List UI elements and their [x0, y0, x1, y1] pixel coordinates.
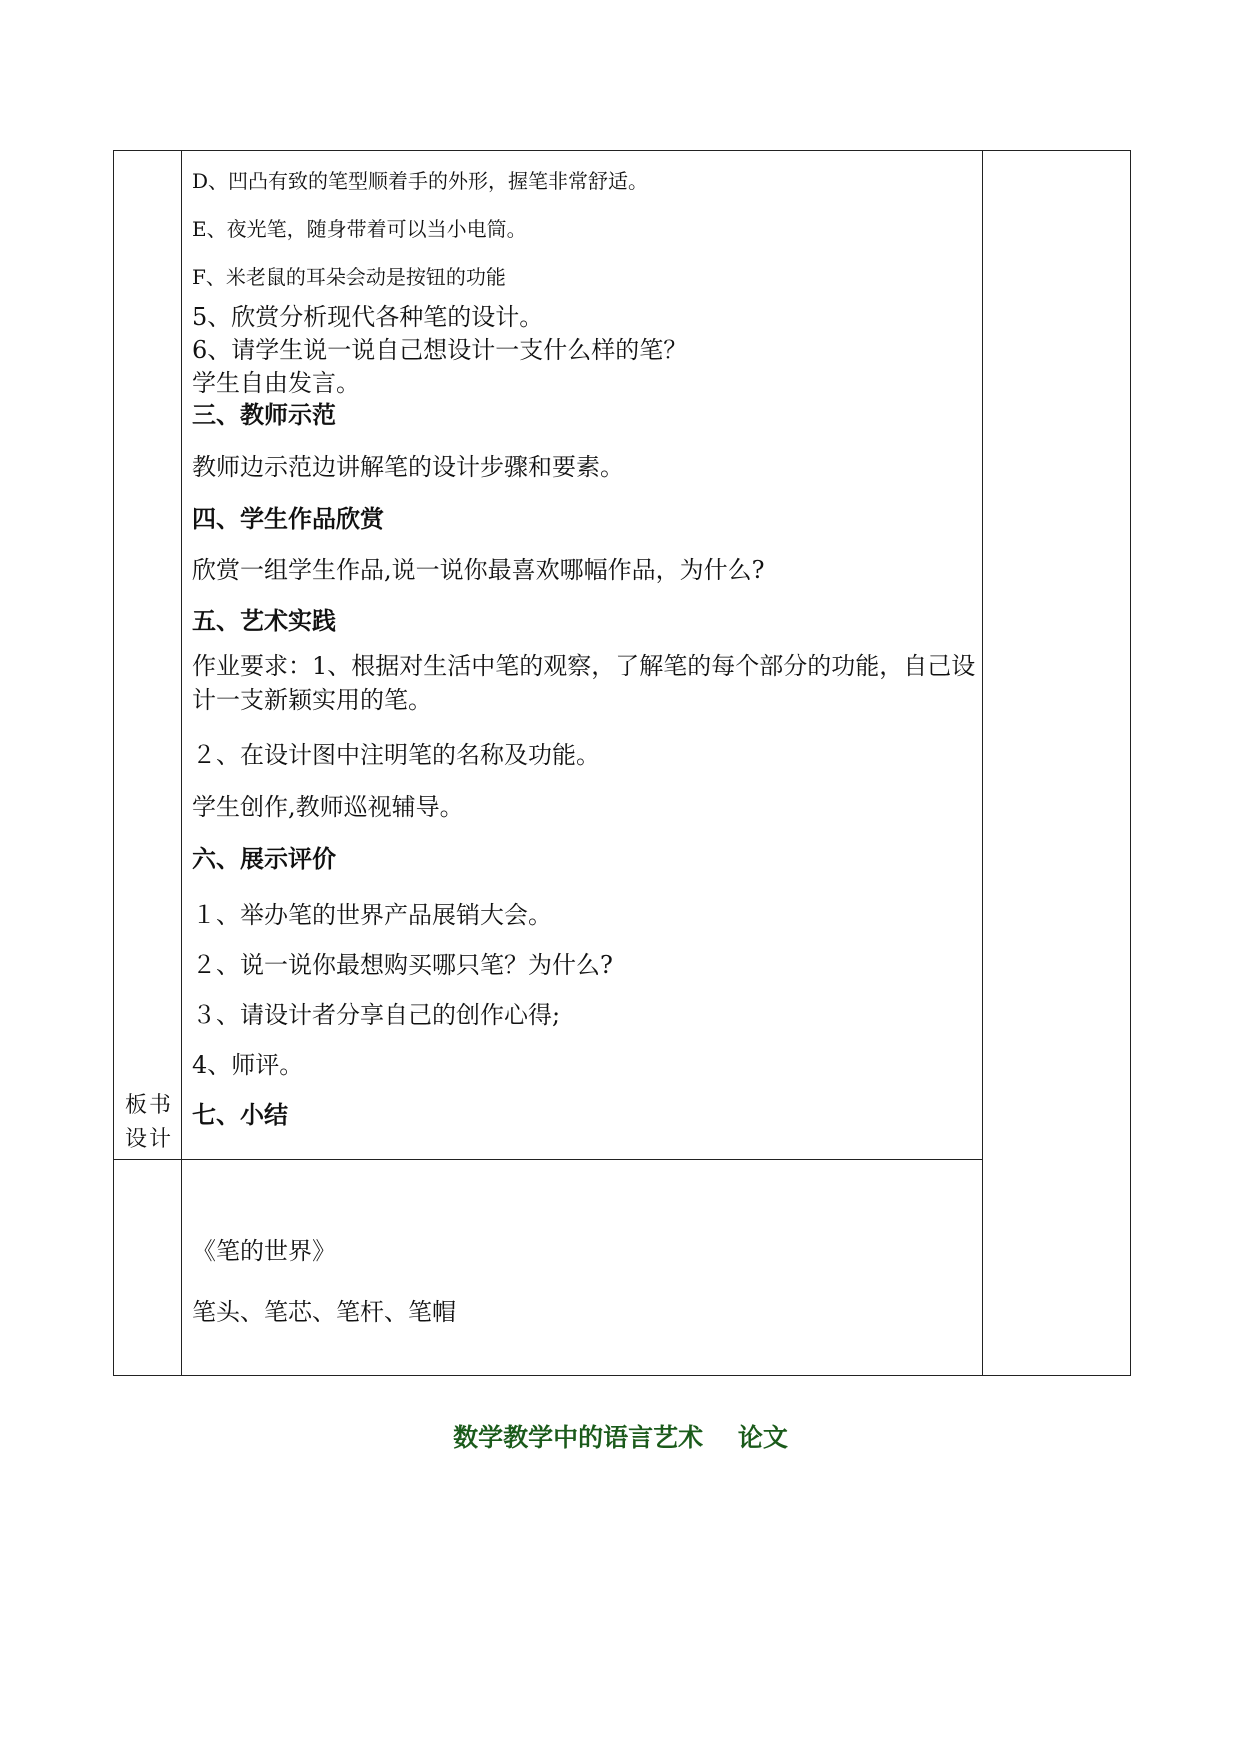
footer-title: 数学教学中的语言艺术 论文 — [453, 1423, 788, 1452]
column-divider-left — [181, 151, 182, 1375]
text-paragraph: 作业要求：1、根据对生活中笔的观察，了解笔的每个部分的功能，自己设计一支新颖实用的笔。 — [192, 652, 976, 714]
section-heading: 七、小结 — [192, 1100, 288, 1129]
text-line: F、米老鼠的耳朵会动是按钮的功能 — [192, 265, 506, 289]
row-divider — [114, 1159, 982, 1160]
list-item: 4、师评。 — [192, 1051, 304, 1079]
section-heading: 三、教师示范 — [192, 400, 336, 429]
board-title: 《笔的世界》 — [192, 1237, 336, 1265]
text-line: 学生自由发言。 — [192, 369, 360, 397]
text-line: 学生创作,教师巡视辅导。 — [192, 793, 464, 821]
board-text: 笔头、笔芯、笔杆、笔帽 — [192, 1298, 456, 1326]
text-line: 教师边示范边讲解笔的设计步骤和要素。 — [192, 453, 624, 481]
section-heading: 五、艺术实践 — [192, 606, 336, 635]
text-line: 6、请学生说一说自己想设计一支什么样的笔？ — [192, 336, 688, 364]
section-heading: 六、展示评价 — [192, 844, 336, 873]
list-item: １、举办笔的世界产品展销大会。 — [192, 901, 552, 929]
text-line: D、凹凸有致的笔型顺着手的外形，握笔非常舒适。 — [192, 169, 649, 193]
text-line: E、夜光笔，随身带着可以当小电筒。 — [192, 217, 527, 241]
section-heading: 四、学生作品欣赏 — [192, 504, 384, 533]
text-line: 5、欣赏分析现代各种笔的设计。 — [192, 303, 544, 331]
text-line: 欣赏一组学生作品,说一说你最喜欢哪幅作品，为什么? — [192, 556, 765, 584]
lesson-plan-table — [113, 150, 1131, 1376]
list-item: ３、请设计者分享自己的创作心得; — [192, 1001, 561, 1029]
list-item: ２、说一说你最想购买哪只笔？为什么? — [192, 951, 613, 979]
column-divider-right — [982, 151, 983, 1375]
text-line: ２、在设计图中注明笔的名称及功能。 — [192, 741, 600, 769]
board-design-label: 板书设计 — [124, 1093, 173, 1152]
